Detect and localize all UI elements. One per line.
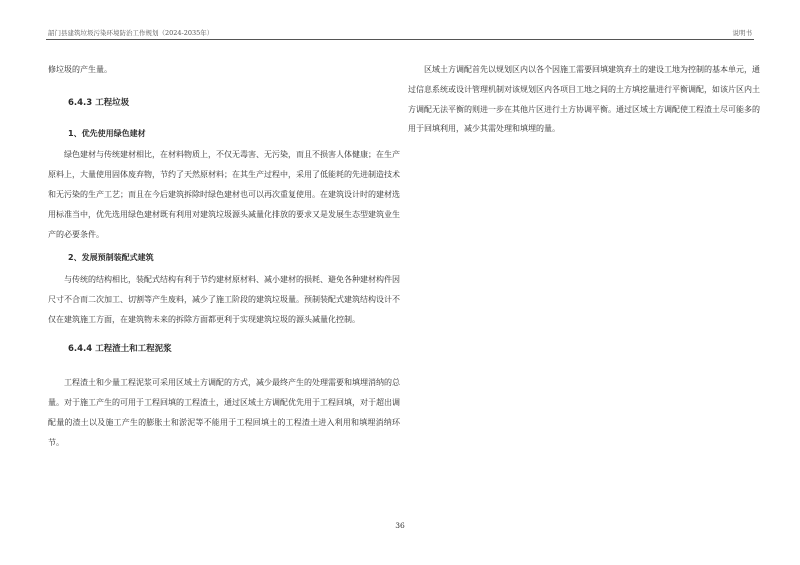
subsection-prefab-heading: 2、发展预制装配式建筑 [68, 253, 154, 263]
document-title-header: 韶门县建筑垃圾污染环境防治工作规划（2024-2035年） [48, 29, 214, 37]
page-number: 36 [395, 521, 405, 530]
header-divider [46, 39, 754, 40]
left-column [48, 60, 400, 453]
section-6-4-4-heading: 6.4.4 工程渣土和工程泥浆 [68, 343, 172, 354]
earthwork-paragraph: 工程渣土和少量工程泥浆可采用区域土方调配的方式，减少最终产生的处理需要和填埋消纳的总量。对于施工产生的可用于工程回填的工程渣土，通过区域土方调配优先用于工程回填，对于超出调配量的渣土以及施工产生的膨胀土和淤泥等不能用于工程回填土的工程渣土进入利用和填埋消纳环节。 [48, 378, 400, 447]
intro-paragraph: 修垃圾的产生量。 [48, 65, 112, 74]
document-type-label: 说明书 [732, 29, 752, 37]
section-6-4-3-heading: 6.4.3 工程垃圾 [68, 97, 130, 108]
right-column [408, 60, 760, 139]
subsection-green-materials-heading: 1、优先使用绿色建材 [68, 128, 146, 138]
prefab-paragraph: 与传统的结构相比，装配式结构有利于节约建材原材料、减小建材的损耗、避免各种建材构件因尺寸不合而二次加工、切割等产生废料，减少了施工阶段的建筑垃圾量。预制装配式建筑结构设计不仅在建筑施工方面，在建筑物未来的拆除方面都更利于实现建筑垃圾的源头减量化控制。 [48, 275, 400, 324]
earthwork-dispatch-paragraph: 区域土方调配首先以规划区内以各个因施工需要回填建筑弃土的建设工地为控制的基本单元，通过信息系统或设计管理机制对该规划区内各项目工地之间的土方填挖量进行平衡调配，如该片区内土方调配无法平衡的则进一步在其他片区进行土方协调平衡。通过区域土方调配使工程渣土尽可能多的用于回填利用，减少其需处理和填埋的量。 [408, 65, 760, 134]
green-materials-paragraph: 绿色建材与传统建材相比，在材料物质上，不仅无毒害、无污染，而且不损害人体健康；在生产原料上，大量使用固体废弃物，节约了天然原材料；在其生产过程中，采用了低能耗的先进制造技术和无污染的生产工艺；而且在今后建筑拆除时绿色建材也可以再次重复使用。在建筑设计时的建材选用标准当中，优先选用绿色建材既有利用对建筑垃圾源头减量化排放的要求又是发展生态型建筑业生产的必要条件。 [48, 150, 400, 239]
